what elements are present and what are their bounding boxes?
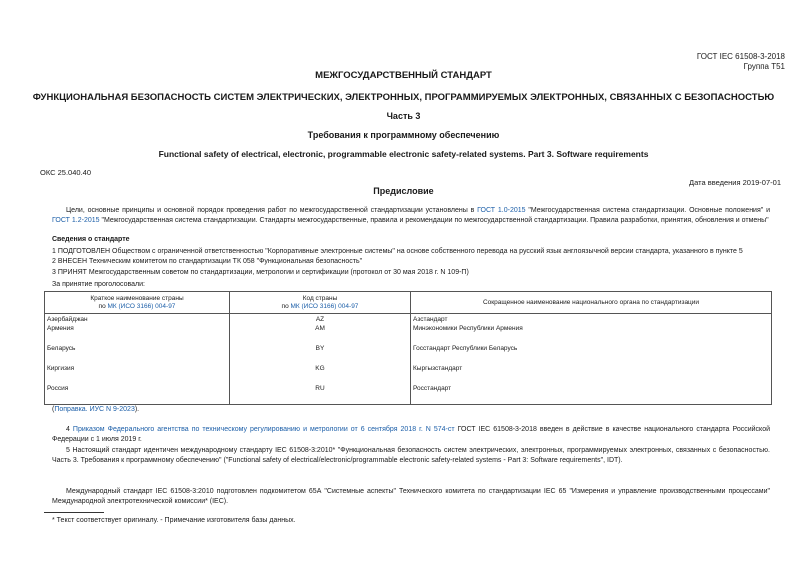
foreword-paragraph: [52, 206, 770, 226]
paren: ).: [134, 406, 140, 413]
cell-code: RU: [230, 385, 411, 405]
iec-paragraph: Международный стандарт IEC 61508-3:2010 подготовлен подкомитетом 65А "Системные аспекты" Технического комитета по стандартизации IEC 65 "Измерения и управление производственными процессами" Международной электротехнической комиссии* (IEC).: [52, 488, 770, 505]
para-text: Цели, основные принципы и основной порядок проведения работ по межгосударственной стандартизации установлены в: [66, 207, 478, 214]
introduction-date: Дата введения 2019-07-01: [689, 178, 781, 187]
footnote-divider: [44, 512, 104, 513]
item-4-paragraph: [52, 425, 770, 445]
info-item-prepared: 1 ПОДГОТОВЛЕН Обществом с ограниченной ответственностью "Корпоративные электронные системы" на основе собственного перевода на русский язык англоязычной версии стандарта, указанного в пункте 5: [52, 248, 743, 255]
header-country-name: [45, 292, 230, 314]
standard-type-heading: МЕЖГОСУДАРСТВЕННЫЙ СТАНДАРТ: [315, 70, 492, 81]
mk-iso-link[interactable]: МК (ИСО 3166) 004-97: [290, 302, 359, 310]
para-text: "Межгосударственная система стандартизации. Основные положения" и: [525, 207, 770, 214]
header-text: Код страны: [302, 294, 338, 302]
cell-country: Азербайджан: [45, 314, 230, 325]
table-row: [45, 325, 772, 345]
table-row: [45, 385, 772, 405]
gost-1-0-link[interactable]: ГОСТ 1.0-2015: [477, 207, 526, 214]
table-header-row: [45, 292, 772, 314]
info-item-adopted: 3 ПРИНЯТ Межгосударственным советом по стандартизации, метрологии и сертификации (протокол от 30 мая 2018 г. N 109-П): [52, 269, 469, 276]
order-link[interactable]: Приказом Федерального агентства по техническому регулированию и метрологии от 6 сентября 2018 г. N 574-ст: [72, 426, 455, 433]
amendment-note: [52, 405, 139, 415]
document-title: ФУНКЦИОНАЛЬНАЯ БЕЗОПАСНОСТЬ СИСТЕМ ЭЛЕКТРИЧЕСКИХ, ЭЛЕКТРОННЫХ, ПРОГРАММИРУЕМЫХ ЭЛЕКТРОННЫХ, СВЯЗАННЫХ С БЕЗОПАСНОСТЬЮ: [32, 92, 775, 103]
item-5-paragraph: 5 Настоящий стандарт идентичен международному стандарту IEC 61508-3:2010* "Функциональная безопасность систем электрических, электронных, программируемых электронных, связанных с безопасностью. Часть 3. Требования к программному обеспечению" ("Functional safety of electrical/electronic/programmable electronic safety-related systems - Part 3: Software requirements", IDT).: [52, 447, 770, 464]
header-country-code: [230, 292, 411, 314]
cell-country: Беларусь: [45, 345, 230, 365]
cell-code: KG: [230, 365, 411, 385]
cell-country: Киргизия: [45, 365, 230, 385]
standard-code: ГОСТ IEC 61508-3-2018: [696, 52, 785, 61]
table-row: [45, 345, 772, 365]
header-text: [232, 303, 408, 311]
cell-body: Минэкономики Республики Армения: [411, 325, 772, 345]
english-title: Functional safety of electrical, electronic, programmable electronic safety-related systems. Part 3. Software requirements: [158, 149, 649, 159]
cell-body: Госстандарт Республики Беларусь: [411, 345, 772, 365]
cell-code: BY: [230, 345, 411, 365]
table-row: [45, 314, 772, 325]
header-text: Краткое наименование страны: [90, 294, 184, 302]
cell-body: Росстандарт: [411, 385, 772, 405]
mk-iso-link[interactable]: МК (ИСО 3166) 004-97: [107, 302, 176, 310]
para-text: "Межгосударственная система стандартизации. Стандарты межгосударственные, правила и рекомендации по межгосударственной стандартизации. Правила разработки, принятия, обновления и отмены": [99, 217, 769, 224]
cell-body: Кыргызстандарт: [411, 365, 772, 385]
part-heading: Часть 3: [386, 111, 421, 121]
group-code: Группа Т51: [743, 62, 785, 71]
oks-code: ОКС 25.040.40: [40, 168, 91, 177]
voted-label: За принятие проголосовали:: [52, 281, 145, 288]
standard-info-heading: Сведения о стандарте: [52, 236, 130, 243]
subtitle: Требования к программному обеспечению: [307, 130, 500, 140]
header-text: по: [281, 302, 291, 310]
info-item-submitted: 2 ВНЕСЕН Техническим комитетом по стандартизации ТК 058 "Функциональная безопасность": [52, 258, 363, 265]
footnote: * Текст соответствует оригиналу. - Примечание изготовителя базы данных.: [52, 517, 296, 524]
cell-code: AM: [230, 325, 411, 345]
header-text: по: [98, 302, 108, 310]
gost-1-2-link[interactable]: ГОСТ 1.2-2015: [52, 217, 100, 224]
cell-country: Армения: [45, 325, 230, 345]
table-row: [45, 365, 772, 385]
amendment-link[interactable]: Поправка. ИУС N 9-2023: [54, 406, 135, 413]
cell-body: Азстандарт: [411, 314, 772, 325]
cell-country: Россия: [45, 385, 230, 405]
header-national-body: Сокращенное наименование национального органа по стандартизации: [411, 292, 772, 314]
header-text: [47, 303, 227, 311]
para-text: ГОСТ IEC 61508-3-2018 введен в действие в качестве национального стандарта Российской Федерации с 1 июля 2019 г.: [52, 426, 770, 443]
para-text: 4: [66, 426, 73, 433]
cell-code: AZ: [230, 314, 411, 325]
paren: (: [52, 406, 55, 413]
voting-countries-table: [44, 291, 772, 405]
foreword-heading: Предисловие: [373, 186, 434, 196]
